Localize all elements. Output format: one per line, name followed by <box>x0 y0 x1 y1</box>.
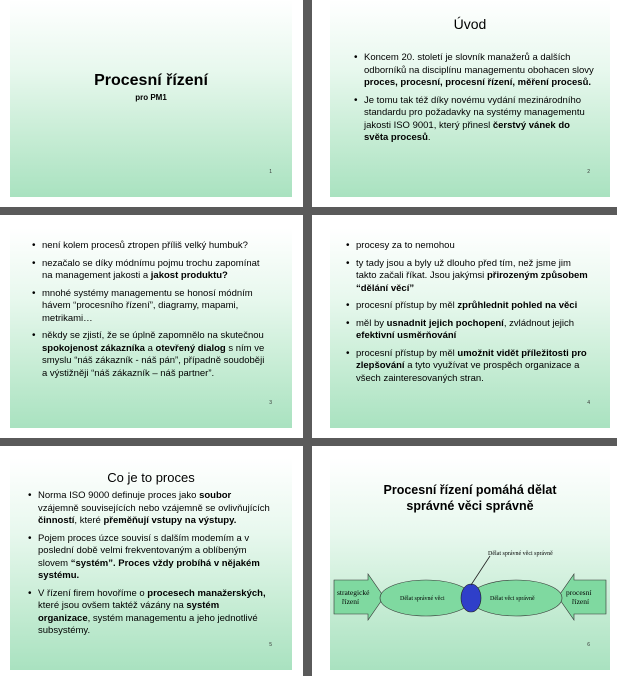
slide-2-bullets <box>354 52 594 150</box>
right-arrow-line-2: řízení <box>572 597 590 606</box>
left-ellipse-label: Dělat správné věci <box>400 596 445 602</box>
page-number: 1 <box>269 169 272 175</box>
slide-4[interactable] <box>330 228 610 428</box>
callout-line <box>471 556 490 585</box>
bullet-item: • procesní přístup by měl umožnit vidět příležitosti pro zlepšování a tyto využívat ve prospěch organizace a všech zainteresovaných stran. <box>346 348 592 386</box>
bullet-item: • měl by usnadnit jejich pochopení, zvládnout jejich efektivní usměrňování <box>346 318 592 343</box>
bullet-emphasis: čerstvý vánek do světa procesů <box>364 119 570 143</box>
slide-1-subtitle: pro PM1 <box>135 93 167 102</box>
bullet-item: • není kolem procesů ztropen příliš velký humbuk? <box>32 240 268 253</box>
page-number: 3 <box>269 400 272 406</box>
page-number: 4 <box>587 400 590 406</box>
slide-6-title: Procesní řízení pomáhá dělat správné věci správně <box>383 483 557 513</box>
left-arrow-line-1: strategické <box>337 588 370 597</box>
bullet-emphasis: spokojenost zákazníka <box>42 342 145 354</box>
bullet-emphasis: otevřený dialog <box>155 342 226 354</box>
bullet-emphasis: efektivní usměrňování <box>356 330 457 341</box>
right-ellipse-label: Dělat věci správně <box>490 596 535 602</box>
slide-5[interactable] <box>10 458 292 670</box>
bullet-item: • mnohé systémy managementu se honosí módním hávem “procesního řízení”, diagramy, mapami, metrikami… <box>32 288 268 326</box>
bullet-emphasis: zprůhlednit pohled na věci <box>457 300 578 311</box>
slide-4-bullets <box>346 240 592 390</box>
bullet-item: • Je tomu tak též díky novému vydání mezinárodního standardu pro požadavky na systémy managementu jakosti ISO 9001, který přinesl čerstvý vánek do světa procesů. <box>354 95 594 145</box>
slide-2-title: Úvod <box>453 16 487 32</box>
bullet-emphasis: činností <box>38 515 75 526</box>
bullet-emphasis: soubor <box>199 490 232 501</box>
bullet-item: • V řízení firem hovoříme o procesech manažerských, které jsou ovšem taktéž vázány na systém organizace, systém managementu a jeho jednotlivé subsystémy. <box>28 588 274 638</box>
callout-label: Dělat správné věci správně <box>488 551 553 557</box>
bullet-emphasis: proces, procesní, procesní řízení, měření procesů. <box>364 77 592 88</box>
bullet-emphasis: umožnit vidět příležitosti pro zlepšování <box>356 347 587 371</box>
slide-1-title: Procesní řízení <box>94 72 208 89</box>
bullet-emphasis: jakost produktu? <box>150 270 228 281</box>
page-number: 2 <box>587 169 590 175</box>
page-number: 5 <box>269 642 272 648</box>
bullet-emphasis: procesech manažerských, <box>147 587 266 599</box>
slide-5-title: Co je to proces <box>107 470 195 485</box>
right-arrow-line-1: procesní <box>566 588 592 597</box>
bullet-item: • Koncem 20. století je slovník manažerů a dalších odborníků na disciplínu managementu obohacen slovy proces, procesní, procesní řízení, měření procesů. <box>354 52 594 90</box>
slide-divider-vertical <box>303 0 312 676</box>
bullet-emphasis: přirozeným způsobem “dělání věcí” <box>356 270 588 294</box>
slide-1[interactable] <box>10 0 292 197</box>
bullet-emphasis: “systém”. Proces vždy probíhá v nějakém systému. <box>38 557 260 581</box>
bullet-item: • nezačalo se díky módnímu pojmu trochu zapomínat na management jakosti a jakost produktu? <box>32 258 268 283</box>
bullet-item: • Norma ISO 9000 definuje proces jako soubor vzájemně souvisejících nebo vzájemně se ovlivňujících činností, které přeměňují vstupy na výstupy. <box>28 490 274 528</box>
bullet-item: • procesy za to nemohou <box>346 240 592 253</box>
slide-2[interactable] <box>330 0 610 197</box>
bullet-item: • procesní přístup by měl zprůhlednit pohled na věci <box>346 300 592 313</box>
left-arrow-line-2: řízení <box>342 597 360 606</box>
page-number: 6 <box>587 642 590 648</box>
bullet-emphasis: usnadnit jejich pochopení <box>386 317 504 329</box>
slide-5-bullets <box>28 490 274 643</box>
process-diagram <box>330 458 610 670</box>
slide-3-bullets <box>32 240 268 385</box>
bullet-emphasis: přeměňují vstupy na výstupy. <box>103 515 237 526</box>
bullet-emphasis: systém organizace <box>38 600 220 624</box>
slide-6[interactable] <box>330 458 610 670</box>
intersection-shape <box>461 584 481 612</box>
slide-3[interactable] <box>10 228 292 428</box>
bullet-item: • ty tady jsou a byly už dlouho před tím, než jsme jim takto začali říkat. Jsou jakýmsi přirozeným způsobem “dělání věcí” <box>346 258 592 296</box>
bullet-item: • Pojem proces úzce souvisí s dalším modemím a v poslední době velmi frekventovaným a oblíbeným slovem “systém”. Proces vždy probíhá v nějakém systému. <box>28 533 274 583</box>
bullet-item: • někdy se zjistí, že se úplně zapomnělo na skutečnou spokojenost zákazníka a otevřený dialog s ním ve smyslu “náš zákazník - náš pán”, případně soudoběji a výstižněji “náš zákazník – náš partner”. <box>32 330 268 380</box>
